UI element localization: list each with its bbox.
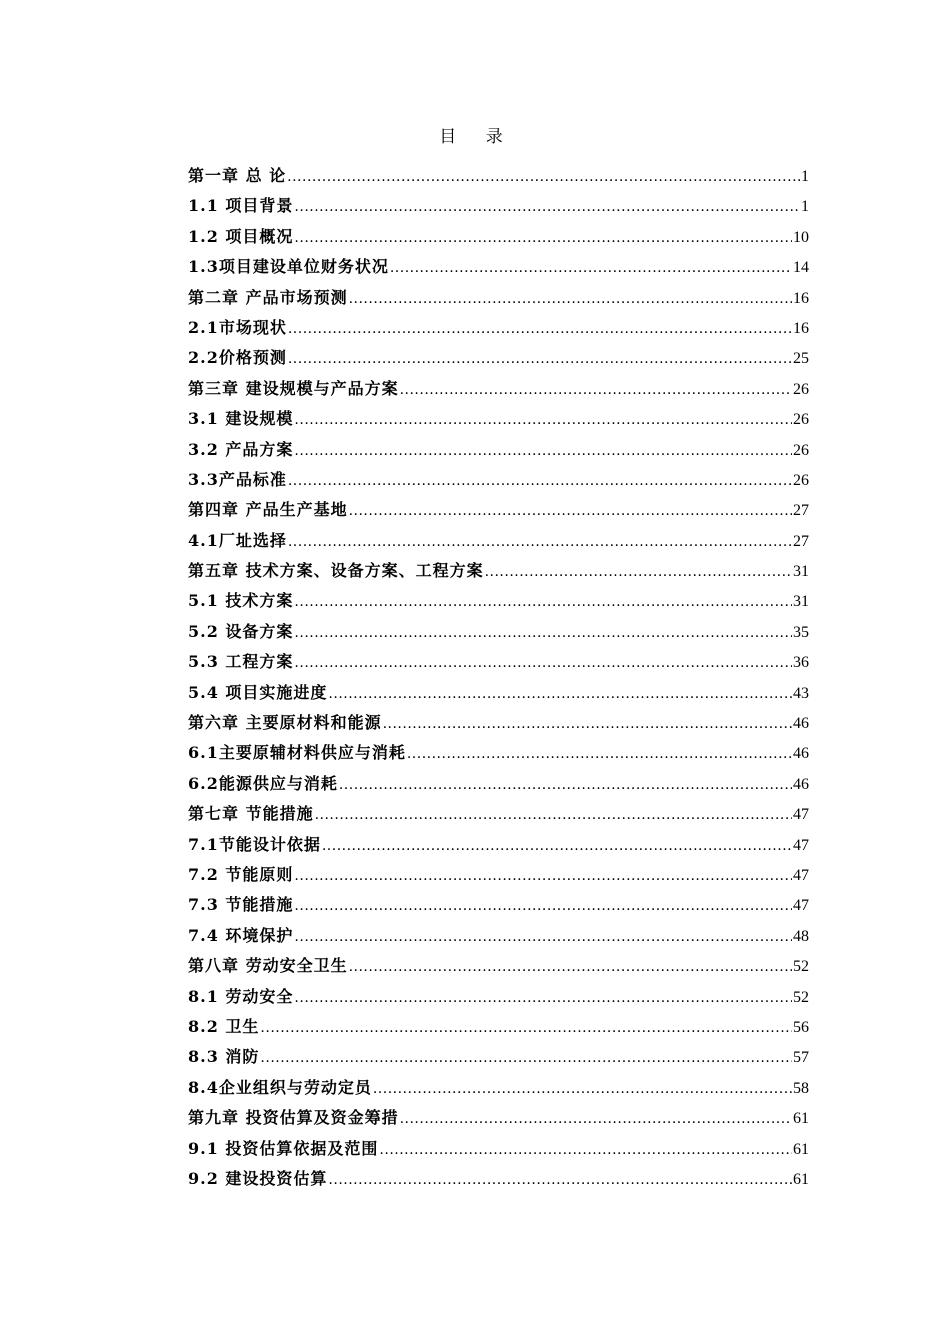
toc-entry-page-number: 10 bbox=[793, 228, 809, 246]
toc-entry[interactable] bbox=[188, 708, 809, 738]
toc-entry-label: 第五章 技术方案、设备方案、工程方案 bbox=[188, 561, 484, 581]
toc-entry-page-number: 61 bbox=[793, 1170, 809, 1188]
toc-dot-leader bbox=[328, 1165, 792, 1195]
toc-entry[interactable] bbox=[188, 1042, 809, 1072]
toc-entry[interactable] bbox=[188, 252, 809, 282]
toc-entry[interactable] bbox=[188, 860, 809, 890]
toc-dot-leader bbox=[288, 344, 792, 374]
toc-dot-leader bbox=[294, 861, 792, 891]
toc-entry-label: 8.4企业组织与劳动定员 bbox=[188, 1077, 372, 1097]
toc-dot-leader bbox=[339, 770, 792, 800]
toc-dot-leader bbox=[485, 557, 792, 587]
toc-entry-label: 9.2 建设投资估算 bbox=[188, 1168, 328, 1188]
toc-entry-page-number: 46 bbox=[793, 715, 809, 733]
toc-entry[interactable] bbox=[188, 890, 809, 920]
toc-entry[interactable] bbox=[188, 1164, 809, 1194]
toc-entry-page-number: 47 bbox=[793, 806, 809, 824]
toc-entry-label: 第二章 产品市场预测 bbox=[188, 287, 348, 307]
toc-dot-leader bbox=[322, 831, 792, 861]
toc-entry-page-number: 43 bbox=[793, 684, 809, 702]
toc-entry-page-number: 36 bbox=[793, 654, 809, 672]
toc-dot-leader bbox=[379, 1135, 792, 1165]
toc-entry-label: 第六章 主要原材料和能源 bbox=[188, 713, 382, 733]
toc-entry[interactable] bbox=[188, 1012, 809, 1042]
toc-entry[interactable] bbox=[188, 343, 809, 373]
toc-entry[interactable] bbox=[188, 556, 809, 586]
toc-dot-leader bbox=[294, 192, 800, 222]
toc-entry[interactable] bbox=[188, 465, 809, 495]
toc-entry-label: 5.2 设备方案 bbox=[188, 621, 294, 641]
toc-entry-page-number: 52 bbox=[793, 958, 809, 976]
toc-dot-leader bbox=[294, 587, 792, 617]
toc-entry-label: 1.2 项目概况 bbox=[188, 226, 294, 246]
toc-dot-leader bbox=[260, 1043, 792, 1073]
toc-entry-label: 2.2价格预测 bbox=[188, 348, 287, 368]
toc-entry-page-number: 26 bbox=[793, 471, 809, 489]
toc-entry-label: 7.4 环境保护 bbox=[188, 925, 294, 945]
toc-entry-label: 9.1 投资估算依据及范围 bbox=[188, 1138, 379, 1158]
toc-entry-page-number: 14 bbox=[793, 259, 809, 277]
toc-entry-page-number: 16 bbox=[793, 319, 809, 337]
toc-entry-label: 5.1 技术方案 bbox=[188, 591, 294, 611]
toc-entry[interactable] bbox=[188, 191, 809, 221]
toc-entry-label: 3.2 产品方案 bbox=[188, 439, 294, 459]
toc-entry[interactable] bbox=[188, 769, 809, 799]
toc-entry[interactable] bbox=[188, 1134, 809, 1164]
toc-entry-page-number: 25 bbox=[793, 350, 809, 368]
toc-dot-leader bbox=[349, 496, 792, 526]
toc-entry-page-number: 1 bbox=[801, 168, 809, 185]
toc-dot-leader bbox=[288, 466, 792, 496]
toc-entry-label: 2.1市场现状 bbox=[188, 317, 287, 337]
toc-entry-page-number: 56 bbox=[793, 1018, 809, 1036]
toc-entry[interactable] bbox=[188, 921, 809, 951]
toc-entry-page-number: 35 bbox=[793, 623, 809, 641]
toc-dot-leader bbox=[407, 739, 792, 769]
toc-entry-page-number: 27 bbox=[793, 532, 809, 550]
toc-entry[interactable] bbox=[188, 283, 809, 313]
toc-entry-page-number: 1 bbox=[801, 198, 809, 216]
table-of-contents bbox=[188, 161, 809, 1194]
toc-entry-page-number: 26 bbox=[793, 441, 809, 459]
toc-dot-leader bbox=[288, 527, 792, 557]
toc-entry-label: 3.3产品标准 bbox=[188, 469, 287, 489]
toc-dot-leader bbox=[294, 618, 792, 648]
toc-entry-page-number: 61 bbox=[793, 1110, 809, 1128]
toc-entry-label: 8.1 劳动安全 bbox=[188, 986, 294, 1006]
toc-entry[interactable] bbox=[188, 435, 809, 465]
toc-dot-leader bbox=[373, 1074, 792, 1104]
toc-entry-page-number: 47 bbox=[793, 866, 809, 884]
toc-entry[interactable] bbox=[188, 374, 809, 404]
toc-dot-leader bbox=[288, 314, 792, 344]
toc-entry-label: 6.2能源供应与消耗 bbox=[188, 773, 338, 793]
toc-dot-leader bbox=[390, 253, 792, 283]
toc-entry-label: 1.1 项目背景 bbox=[188, 196, 294, 216]
toc-entry-page-number: 27 bbox=[793, 502, 809, 520]
toc-dot-leader bbox=[260, 1013, 792, 1043]
toc-entry-page-number: 52 bbox=[793, 988, 809, 1006]
toc-dot-leader bbox=[294, 436, 792, 466]
toc-entry[interactable] bbox=[188, 404, 809, 434]
toc-entry[interactable] bbox=[188, 586, 809, 616]
toc-entry[interactable] bbox=[188, 313, 809, 343]
toc-dot-leader bbox=[400, 375, 792, 405]
toc-entry-page-number: 31 bbox=[793, 593, 809, 611]
toc-entry-label: 第三章 建设规模与产品方案 bbox=[188, 378, 399, 398]
toc-entry-label: 第九章 投资估算及资金筹措 bbox=[188, 1108, 399, 1128]
toc-entry-page-number: 46 bbox=[793, 745, 809, 763]
toc-dot-leader bbox=[287, 162, 800, 192]
toc-entry[interactable] bbox=[188, 982, 809, 1012]
toc-entry[interactable] bbox=[188, 951, 809, 981]
toc-entry-page-number: 46 bbox=[793, 775, 809, 793]
toc-dot-leader bbox=[383, 709, 792, 739]
toc-entry-page-number: 61 bbox=[793, 1140, 809, 1158]
toc-entry-label: 8.3 消防 bbox=[188, 1047, 260, 1067]
toc-entry-label: 第四章 产品生产基地 bbox=[188, 500, 348, 520]
toc-entry[interactable] bbox=[188, 161, 809, 191]
toc-entry-label: 第八章 劳动安全卫生 bbox=[188, 956, 348, 976]
toc-entry-label: 8.2 卫生 bbox=[188, 1016, 260, 1036]
toc-entry-page-number: 16 bbox=[793, 289, 809, 307]
toc-title: 目 录 bbox=[439, 127, 515, 147]
toc-entry-page-number: 47 bbox=[793, 836, 809, 854]
toc-entry[interactable] bbox=[188, 222, 809, 252]
toc-entry-page-number: 58 bbox=[793, 1079, 809, 1097]
toc-entry-label: 5.3 工程方案 bbox=[188, 652, 294, 672]
toc-entry-label: 第一章 总 论 bbox=[188, 166, 287, 185]
toc-entry-page-number: 48 bbox=[793, 927, 809, 945]
toc-dot-leader bbox=[294, 922, 792, 952]
toc-dot-leader bbox=[349, 284, 792, 314]
toc-entry[interactable] bbox=[188, 495, 809, 525]
toc-entry[interactable] bbox=[188, 647, 809, 677]
toc-entry[interactable] bbox=[188, 738, 809, 768]
toc-entry[interactable] bbox=[188, 1073, 809, 1103]
toc-dot-leader bbox=[294, 983, 792, 1013]
toc-entry-label: 6.1主要原辅材料供应与消耗 bbox=[188, 743, 406, 763]
toc-dot-leader bbox=[400, 1104, 792, 1134]
toc-entry-label: 7.3 节能措施 bbox=[188, 895, 294, 915]
toc-entry-page-number: 47 bbox=[793, 897, 809, 915]
toc-entry[interactable] bbox=[188, 526, 809, 556]
toc-entry-label: 5.4 项目实施进度 bbox=[188, 682, 328, 702]
toc-dot-leader bbox=[294, 648, 792, 678]
toc-entry[interactable] bbox=[188, 830, 809, 860]
toc-entry-label: 1.3项目建设单位财务状况 bbox=[188, 257, 389, 277]
toc-entry-page-number: 57 bbox=[793, 1049, 809, 1067]
toc-entry-label: 7.1节能设计依据 bbox=[188, 834, 321, 854]
toc-dot-leader bbox=[349, 952, 792, 982]
toc-dot-leader bbox=[294, 405, 792, 435]
toc-entry[interactable] bbox=[188, 617, 809, 647]
toc-entry-page-number: 26 bbox=[793, 380, 809, 398]
toc-entry-label: 4.1厂址选择 bbox=[188, 530, 287, 550]
toc-dot-leader bbox=[328, 679, 792, 709]
toc-entry-page-number: 26 bbox=[793, 411, 809, 429]
toc-entry[interactable] bbox=[188, 799, 809, 829]
toc-entry[interactable] bbox=[188, 678, 809, 708]
toc-entry-label: 第七章 节能措施 bbox=[188, 804, 314, 824]
toc-entry-label: 7.2 节能原则 bbox=[188, 864, 294, 884]
toc-dot-leader bbox=[294, 891, 792, 921]
toc-entry-page-number: 31 bbox=[793, 563, 809, 581]
toc-entry-label: 3.1 建设规模 bbox=[188, 409, 294, 429]
toc-dot-leader bbox=[315, 800, 792, 830]
toc-dot-leader bbox=[294, 223, 792, 253]
toc-entry[interactable] bbox=[188, 1103, 809, 1133]
